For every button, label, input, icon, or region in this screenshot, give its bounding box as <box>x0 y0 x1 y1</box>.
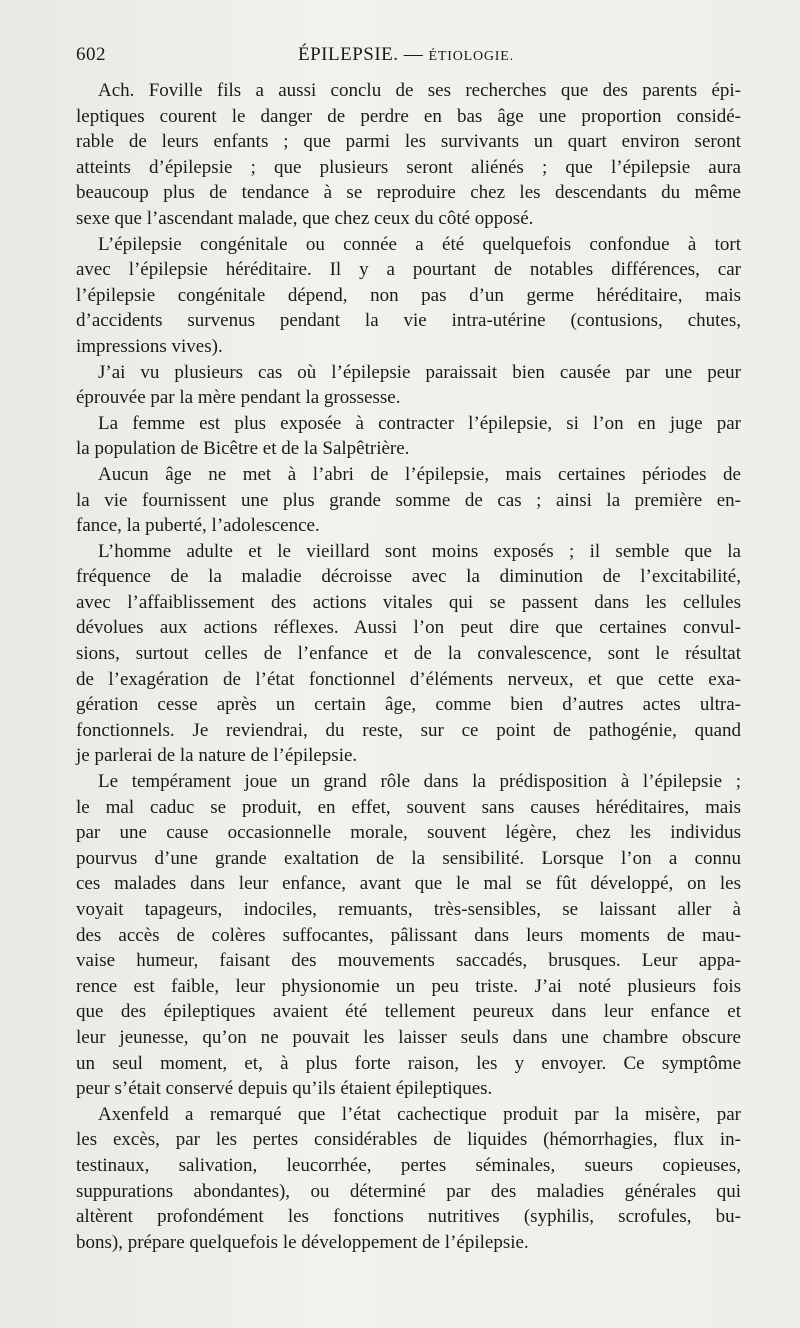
paragraph <box>76 462 741 539</box>
text-line: pourvus d’une grande exaltation de la sensibilité. Lorsque l’on a connu <box>76 847 741 869</box>
text-line: gération cesse après un certain âge, comme bien d’autres actes ultra- <box>76 694 741 716</box>
text-line: avec l’épilepsie héréditaire. Il y a pourtant de notables différences, car <box>76 259 741 281</box>
paragraph <box>76 1102 741 1256</box>
text-line: Ach. Foville fils a aussi conclu de ses recherches que des parents épi- <box>98 80 741 101</box>
text-line: que des épileptiques avaient été tellement peureux dans leur enfance et <box>76 1001 741 1023</box>
text-line: je parlerai de la nature de l’épilepsie. <box>76 745 358 767</box>
text-line: sions, surtout celles de l’enfance et de la convalescence, sont le résultat <box>76 643 741 665</box>
text-line: Axenfeld a remarqué que l’état cachectique produit par la misère, par <box>98 1103 741 1125</box>
text-line: altèrent profondément les fonctions nutritives (syphilis, scrofules, bu- <box>76 1206 741 1228</box>
paragraph <box>76 232 741 360</box>
running-head-subtitle: ÉTIOLOGIE. <box>428 49 514 64</box>
text-line: de l’exagération de l’état fonctionnel d’éléments nerveux, et que cette exa- <box>76 668 741 690</box>
text-line: un seul moment, et, à plus forte raison, les y envoyer. Ce symptôme <box>76 1052 741 1074</box>
text-line: la population de Bicêtre et de la Salpêtrière. <box>76 438 410 460</box>
paragraph <box>76 411 741 462</box>
text-line: le mal caduc se produit, en effet, souvent sans causes héréditaires, mais <box>76 796 741 818</box>
text-line: fonctionnels. Je reviendrai, du reste, sur ce point de pathogénie, quand <box>76 719 741 741</box>
running-head <box>298 44 514 66</box>
paragraph <box>76 769 741 1102</box>
text-line: dévolues aux actions réflexes. Aussi l’on peut dire que certaines convul- <box>76 617 741 639</box>
text-line: testinaux, salivation, leucorrhée, pertes séminales, sueurs copieuses, <box>76 1154 741 1176</box>
paragraph <box>76 360 741 411</box>
text-line: leur jeunesse, qu’on ne pouvait les laisser seuls dans une chambre obscure <box>76 1026 741 1048</box>
page-header <box>76 36 741 76</box>
text-line: avec l’affaiblissement des actions vitales qui se passent dans les cellules <box>76 591 741 613</box>
body-text <box>76 78 741 1255</box>
text-line: bons), prépare quelquefois le développement de l’épilepsie. <box>76 1231 529 1253</box>
text-line: voyait tapageurs, indociles, remuants, très-sensibles, se laissant aller à <box>76 899 741 920</box>
text-line: rable de leurs enfants ; que parmi les survivants un quart environ seront <box>76 131 741 153</box>
text-line: des accès de colères suffocantes, pâlissant dans leurs moments de mau- <box>76 924 741 946</box>
text-line: l’épilepsie congénitale dépend, non pas d’un germe héréditaire, mais <box>76 284 741 306</box>
text-line: rence est faible, leur physionomie un peu triste. J’ai noté plusieurs fois <box>76 975 741 997</box>
text-line: peur s’était conservé depuis qu’ils étaient épileptiques. <box>76 1078 493 1100</box>
text-line: Aucun âge ne met à l’abri de l’épilepsie, mais certaines périodes de <box>98 463 741 485</box>
paragraph <box>76 78 741 232</box>
text-line: la vie fournissent une plus grande somme de cas ; ainsi la première en- <box>76 489 741 511</box>
text-line: fréquence de la maladie décroisse avec la diminution de l’excitabilité, <box>76 566 741 588</box>
text-line: éprouvée par la mère pendant la grossesse. <box>76 387 401 409</box>
text-line: d’accidents survenus pendant la vie intra-utérine (contusions, chutes, <box>76 310 741 332</box>
text-line: sexe que l’ascendant malade, que chez ceux du côté opposé. <box>76 207 534 229</box>
text-line: Le tempérament joue un grand rôle dans la prédisposition à l’épilepsie ; <box>98 771 741 793</box>
text-line: atteints d’épilepsie ; que plusieurs seront aliénés ; que l’épilepsie aura <box>76 156 741 178</box>
text-line: La femme est plus exposée à contracter l’épilepsie, si l’on en juge par <box>98 412 741 434</box>
text-line: beaucoup plus de tendance à se reproduire chez les descendants du même <box>76 182 741 204</box>
text-line: par une cause occasionnelle morale, souvent légère, chez les individus <box>76 822 741 844</box>
text-line: impressions vives). <box>76 335 223 357</box>
text-line: ces malades dans leur enfance, avant que le mal se fût développé, on les <box>76 873 741 895</box>
text-line: les excès, par les pertes considérables de liquides (hémorrhagies, flux in- <box>76 1129 741 1151</box>
text-line: leptiques courent le danger de perdre en bas âge une proportion considé- <box>76 105 741 127</box>
running-head-title: ÉPILEPSIE. — <box>298 44 424 65</box>
text-line: vaise humeur, faisant des mouvements saccadés, brusques. Leur appa- <box>76 950 741 972</box>
page-number: 602 <box>76 44 106 65</box>
paragraph <box>76 539 741 769</box>
text-line: suppurations abondantes), ou déterminé par des maladies générales qui <box>76 1180 741 1202</box>
text-line: L’épilepsie congénitale ou connée a été quelquefois confondue à tort <box>98 233 741 255</box>
text-line: fance, la puberté, l’adolescence. <box>76 515 320 537</box>
text-line: J’ai vu plusieurs cas où l’épilepsie paraissait bien causée par une peur <box>98 361 741 383</box>
text-line: L’homme adulte et le vieillard sont moins exposés ; il semble que la <box>98 540 741 562</box>
